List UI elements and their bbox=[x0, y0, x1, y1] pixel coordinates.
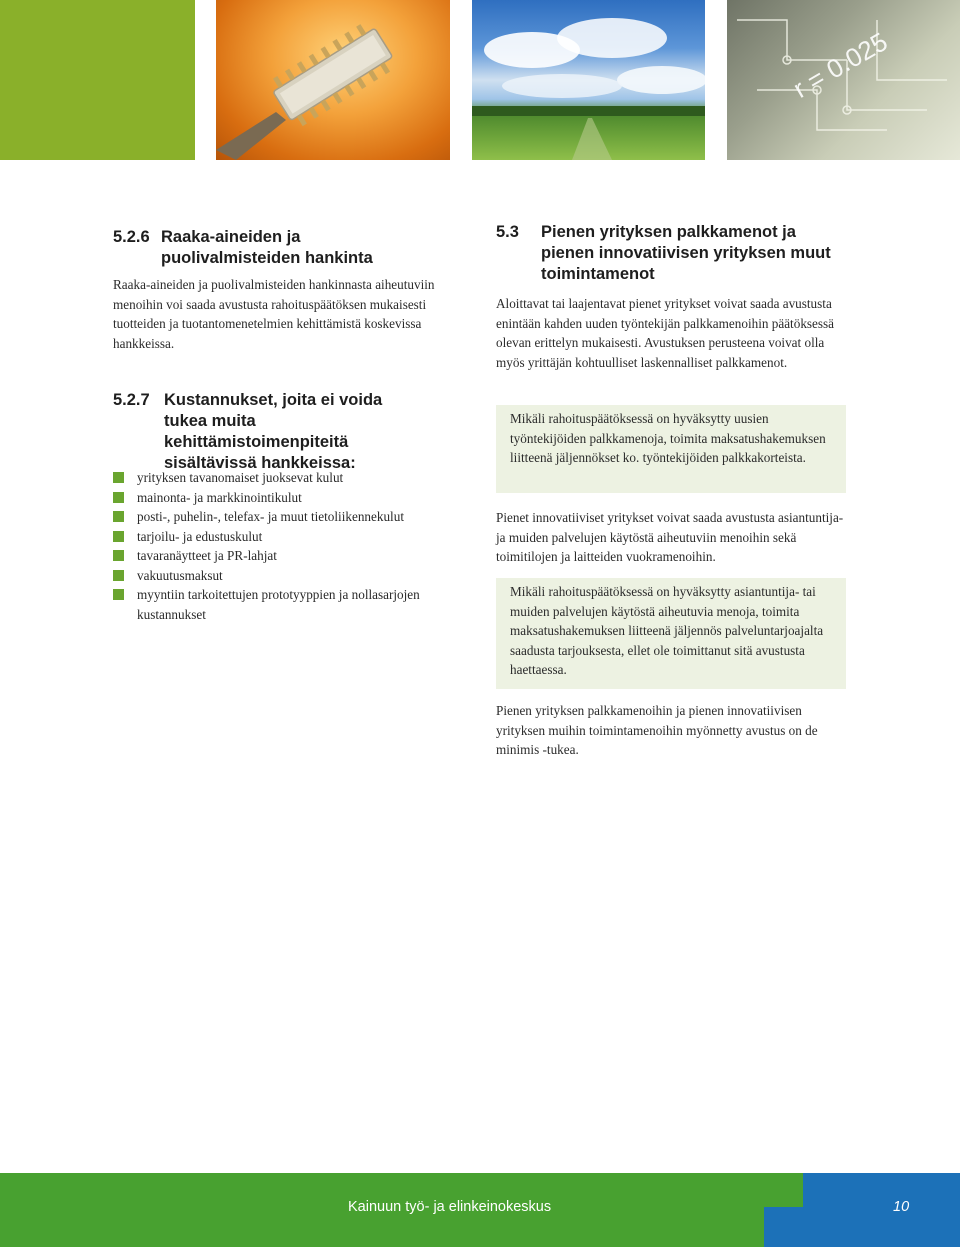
bullet-square-icon bbox=[113, 570, 124, 581]
section-title: Pienen yrityksen palkkamenot ja pienen innovatiivisen yrityksen muut toimintamenot bbox=[541, 223, 831, 283]
cost-exclusion-list bbox=[113, 468, 473, 624]
list-item: tarjoilu- ja edustuskulut bbox=[113, 527, 473, 547]
green-block-image bbox=[0, 0, 195, 160]
note-text: Mikäli rahoituspäätöksessä on hyväksytty asiantuntija- tai muiden palvelujen käytöstä aiheutuvia menoja, toimita maksatushakemuksen liitteenä jäljennös palveluntarjoajalta saadusta tarjouksesta, ellet ole toimittanut sitä avustusta haettaessa. bbox=[510, 584, 824, 678]
section-title: Kustannukset, joita ei voida tukea muita kehittämistoimenpiteitä sisältävissä hankkeissa: bbox=[164, 391, 383, 472]
section-title: Raaka-aineiden ja puolivalmisteiden hankinta bbox=[161, 228, 373, 267]
circuit-photo bbox=[727, 0, 960, 160]
paragraph-1: Aloittavat tai laajentavat pienet yritykset voivat saada avustusta enintään kahden uuden työntekijän palkkamenoihin päätöksessä olevan erittelyn mukaisesti. Avustuksen perusteena voivat olla myös yrittäjän kohtuulliset laskennalliset palkkamenot. bbox=[496, 296, 835, 370]
note-box-1 bbox=[496, 405, 846, 493]
note-box-2 bbox=[496, 578, 846, 689]
section-5-2-6-heading bbox=[113, 227, 469, 269]
circuit-overlay-text: r = 0.025 bbox=[788, 26, 893, 104]
list-item: tavaranäytteet ja PR-lahjat bbox=[113, 546, 473, 566]
bullet-square-icon bbox=[113, 492, 124, 503]
list-item: yrityksen tavanomaiset juoksevat kulut bbox=[113, 468, 473, 488]
section-5-2-6-body: Raaka-aineiden ja puolivalmisteiden hankinnasta aiheutuviin menoihin voi saada avustusta rahoituspäätöksen mukaisesti tuotteiden ja tuotantomenetelmien kehittämistä koskevissa hankkeissa. bbox=[113, 277, 435, 351]
section-number: 5.2.7 bbox=[113, 391, 150, 409]
section-5-3-heading bbox=[496, 222, 848, 285]
section-5-2-7-heading bbox=[113, 390, 469, 474]
list-item: posti-, puhelin-, telefax- ja muut tietoliikennekulut bbox=[113, 507, 473, 527]
list-item: myyntiin tarkoitettujen prototyyppien ja nollasarjojen kustannukset bbox=[113, 585, 473, 624]
footer-blue-notch bbox=[764, 1207, 803, 1247]
bullet-square-icon bbox=[113, 472, 124, 483]
paragraph-3: Pienen yrityksen palkkamenoihin ja pienen innovatiivisen yrityksen muihin toimintamenoihin myönnetty avustus on de minimis -tukea. bbox=[496, 703, 818, 758]
list-item: vakuutusmaksut bbox=[113, 566, 473, 586]
list-item: mainonta- ja markkinointikulut bbox=[113, 488, 473, 508]
page-number: 10 bbox=[893, 1199, 910, 1215]
section-number: 5.2.6 bbox=[113, 228, 150, 246]
bullet-square-icon bbox=[113, 511, 124, 522]
sky-field-photo bbox=[472, 0, 705, 160]
bullet-square-icon bbox=[113, 589, 124, 600]
footer-organization: Kainuun työ- ja elinkeinokeskus bbox=[348, 1199, 552, 1215]
paragraph-2: Pienet innovatiiviset yritykset voivat saada avustusta asiantuntija- ja muiden palvelujen käytöstä aiheutuviin menoihin sekä toimitilojen ja laitteiden vuokramenoihin. bbox=[496, 510, 844, 565]
chip-photo bbox=[216, 0, 450, 160]
section-number: 5.3 bbox=[496, 223, 519, 241]
footer-blue-band bbox=[803, 1173, 960, 1247]
bullet-square-icon bbox=[113, 550, 124, 561]
note-text: Mikäli rahoituspäätöksessä on hyväksytty uusien työntekijöiden palkkamenoja, toimita maksatushakemuksen liitteenä jäljennökset ko. työntekijöiden palkkakorteista. bbox=[510, 411, 826, 466]
bullet-square-icon bbox=[113, 531, 124, 542]
